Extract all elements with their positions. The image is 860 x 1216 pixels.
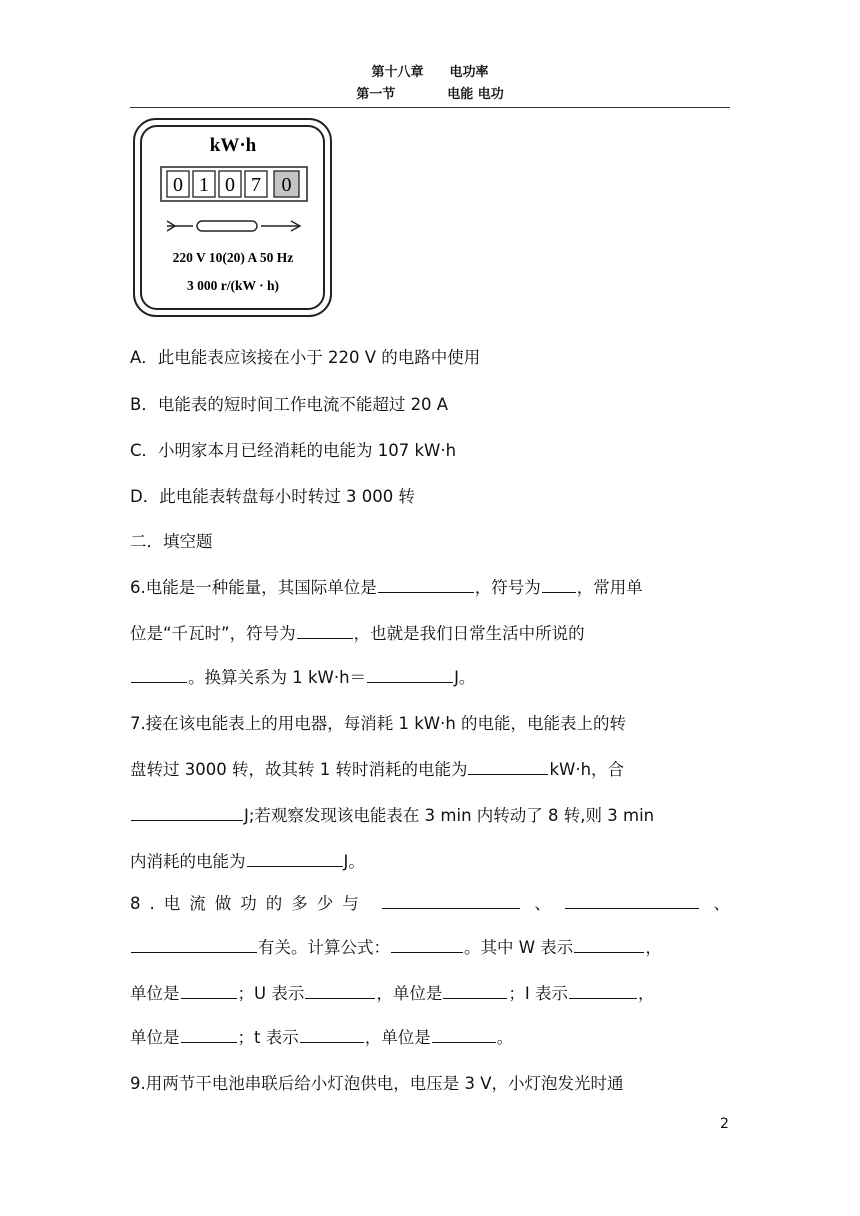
q8-line-1 [130, 890, 730, 914]
answer-blank[interactable] [468, 756, 548, 775]
q8-text: 有关。计算公式： [258, 938, 390, 957]
answer-blank[interactable] [300, 1024, 364, 1043]
meter-digit: 1 [199, 174, 209, 196]
meter-digit: 0 [281, 174, 292, 196]
answer-blank[interactable] [565, 890, 699, 909]
q6-text: ，符号为 [474, 578, 541, 597]
option-b: B．电能表的短时间工作电流不能超过 20 A [130, 395, 449, 414]
q8-text: ；I 表示 [508, 984, 568, 1003]
q7-text: J。 [343, 852, 365, 871]
answer-blank[interactable] [574, 934, 644, 953]
option-a: A．此电能表应该接在小于 220 V 的电路中使用 [130, 348, 481, 367]
q6-text: ，也就是我们日常生活中所说的 [353, 624, 585, 643]
q6-text: 。换算关系为 1 kW·h＝ [188, 668, 367, 687]
q7-text: 盘转过 3000 转，故其转 1 转时消耗的电能为 [130, 760, 468, 779]
q8-text: ， [645, 938, 662, 957]
q7-line-3 [130, 802, 654, 826]
chapter-label: 第十八章 [371, 65, 424, 80]
answer-blank[interactable] [181, 980, 237, 999]
q7-text: J;若观察发现该电能表在 3 min 内转动了 8 转,则 3 min [244, 806, 655, 825]
answer-blank[interactable] [305, 980, 375, 999]
q8-text: 8.电流做功的多少与 [130, 894, 368, 913]
q8-text: 。其中 W 表示 [464, 938, 574, 957]
page-header [130, 62, 730, 106]
answer-blank[interactable] [443, 980, 507, 999]
section-label: 第一节 [356, 87, 396, 102]
answer-blank[interactable] [367, 664, 453, 683]
chapter-title: 电功率 [449, 65, 489, 80]
q8-text: ，单位是 [376, 984, 443, 1003]
meter-digit: 0 [173, 174, 183, 196]
q6-text: ，常用单 [576, 578, 643, 597]
q6-text: 6.电能是一种能量，其国际单位是 [130, 578, 377, 597]
answer-blank[interactable] [297, 620, 353, 639]
q8-line-2 [130, 934, 662, 958]
answer-blank[interactable] [131, 934, 257, 953]
q8-text: 单位是 [130, 984, 180, 1003]
q7-line-4 [130, 848, 365, 872]
answer-blank[interactable] [131, 802, 243, 821]
meter-digit: 0 [225, 174, 235, 196]
q6-text: J。 [454, 668, 476, 687]
electric-meter-figure [133, 118, 333, 318]
meter-revolutions: 3 000 r/(kW · h) [186, 278, 280, 293]
q8-text: ；t 表示 [237, 1028, 299, 1047]
header-rule [130, 107, 730, 108]
answer-blank[interactable] [247, 848, 343, 867]
q7-text: kW·h，合 [549, 760, 625, 779]
q8-line-3 [130, 980, 654, 1004]
q8-text: ；U 表示 [237, 984, 305, 1003]
q6-text: 位是“千瓦时”，符号为 [130, 624, 296, 643]
option-d: D．此电能表转盘每小时转过 3 000 转 [130, 487, 415, 506]
meter-spec: 220 V 10(20) A 50 Hz [172, 250, 294, 265]
meter-digits [167, 171, 299, 197]
q8-text: ，单位是 [364, 1028, 431, 1047]
q6-line-1 [130, 574, 643, 598]
q8-text: ， [637, 984, 655, 1003]
answer-blank[interactable] [569, 980, 637, 999]
page-number: 2 [720, 1116, 729, 1132]
option-c: C．小明家本月已经消耗的电能为 107 kW·h [130, 441, 457, 460]
answer-blank[interactable] [181, 1024, 237, 1043]
answer-blank[interactable] [391, 934, 463, 953]
answer-blank[interactable] [382, 890, 520, 909]
answer-blank[interactable] [378, 574, 474, 593]
meter-digit: 7 [251, 174, 261, 196]
q6-line-3 [130, 664, 475, 688]
q8-line-4 [130, 1024, 513, 1048]
answer-blank[interactable] [542, 574, 576, 593]
q7-line-2 [130, 756, 624, 780]
section-title: 电能 电功 [447, 87, 504, 102]
q9-line-1: 9.用两节干电池串联后给小灯泡供电，电压是 3 V，小灯泡发光时通 [130, 1074, 624, 1093]
q8-text: 。 [496, 1028, 514, 1047]
rotation-arrow-icon [167, 221, 300, 231]
answer-blank[interactable] [131, 664, 187, 683]
q8-text: 、 [713, 894, 730, 913]
meter-unit-label: kW·h [209, 135, 257, 156]
section-heading: 二．填空题 [130, 532, 213, 551]
q8-text: 、 [534, 894, 551, 913]
answer-blank[interactable] [432, 1024, 496, 1043]
q7-line-1: 7.接在该电能表上的用电器，每消耗 1 kW·h 的电能，电能表上的转 [130, 714, 627, 733]
q7-text: 内消耗的电能为 [130, 852, 246, 871]
q6-line-2 [130, 620, 585, 644]
q8-text: 单位是 [130, 1028, 180, 1047]
